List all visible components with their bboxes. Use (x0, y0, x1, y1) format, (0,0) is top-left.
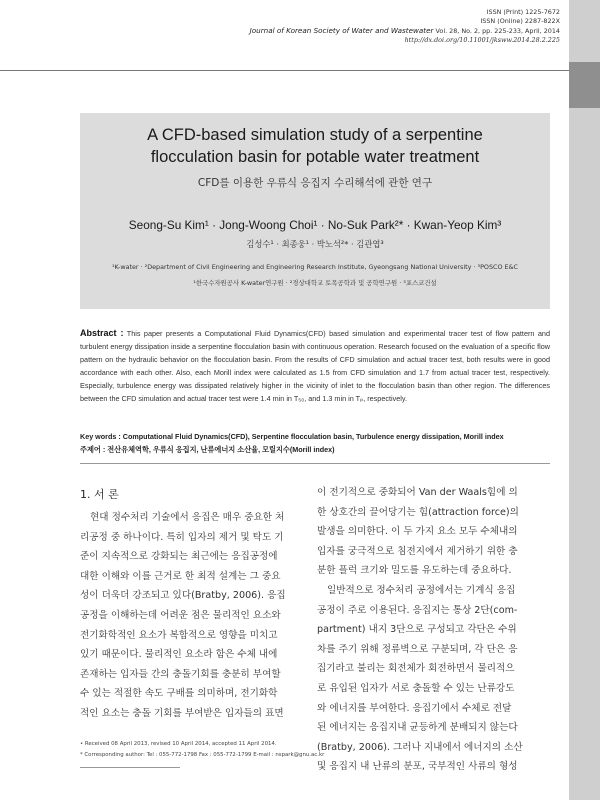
journal-header (250, 8, 560, 45)
keywords-divider (80, 463, 550, 464)
body-text-line: 공정이 주로 이용된다. 응집지는 통상 2단(com- (317, 604, 518, 616)
journal-name: Journal of Korean Society of Water and Wastewater (249, 26, 434, 35)
body-text-line: 발생을 의미한다. 이 두 가지 요소 모두 수체내의 (317, 526, 518, 538)
issn-print: ISSN (Print) 1225-7672 (486, 8, 560, 16)
header-divider (0, 70, 569, 71)
body-column-left (80, 508, 307, 724)
body-text-line: 수 있는 적절한 속도 구배를 의미하며, 전기화학 (80, 688, 278, 700)
body-text-line: (Bratby, 2006). 그러나 지내에서 에너지의 소산 (317, 741, 523, 753)
body-text-line: 로 유입된 입자가 서로 충돌할 수 있는 난류강도 (317, 682, 515, 694)
keywords-korean-label: 주제어 : (80, 445, 106, 454)
body-text-line: partment) 내지 3단으로 구성되고 각단은 수위 (317, 624, 517, 636)
body-text-line: 준이 지속적으로 강화되는 최근에는 응집공정에 (80, 551, 278, 563)
body-text-line: 이 전기적으로 중화되어 Van der Waals힘에 의 (317, 487, 518, 498)
footnote-received: • Received 08 April 2013, revised 10 April 2014, accepted 11 April 2014. (80, 741, 277, 747)
paper-title-line-2: flocculation basin for potable water treatment (150, 148, 480, 166)
keywords-label: Key words : (80, 432, 121, 441)
author-list-korean: 김성수¹ · 최종웅¹ · 박노석²* · 김관엽³ (246, 239, 384, 249)
paper-title (80, 124, 550, 168)
paper-title-line-1: A CFD-based simulation study of a serpentine (147, 126, 483, 144)
body-text-line: 입자를 궁극적으로 침전지에서 제거하기 위한 충 (317, 545, 518, 557)
paper-title-korean: CFD를 이용한 우류식 응집지 수리해석에 관한 연구 (197, 177, 433, 189)
body-text-line: 분한 플럭 크기와 밀도를 유도하는데 중요하다. (317, 565, 512, 577)
body-text-line: 존재하는 입자들 간의 충돌기회를 충분히 부여할 (80, 668, 281, 680)
body-text-line: 성이 더욱더 강조되고 있다(Bratby, 2006). 응집 (80, 590, 286, 602)
body-text-line: 및 응집지 내 난류의 분포, 국부적인 사류의 형성 (317, 761, 518, 773)
journal-issue: Vol. 28, No. 2, pp. 225-233, April, 2014 (435, 27, 560, 35)
issn-online: ISSN (Online) 2287-822X (480, 17, 560, 25)
body-text-line: 적인 요소는 충돌 기회를 부여받은 입자들의 표면 (80, 707, 284, 719)
page-side-band (569, 0, 600, 800)
body-text-line: 일반적으로 정수처리 공정에서는 기계식 응집 (327, 584, 516, 596)
body-text-line: 리공정 중 하나이다. 특히 입자의 제거 및 탁도 기 (80, 531, 284, 543)
body-text-line: 와 에너지를 부여한다. 응집기에서 수체로 전달 (317, 702, 512, 714)
page-side-tab (569, 62, 600, 108)
abstract-text: This paper presents a Computational Fluid Dynamics(CFD) based simulation and experimental tracer test of flow pattern and turbulent energy dissipation inside a serpentine flocculation basin with continuous operation. Research focused on the evaluation of a specific flow pattern on the hydraulic behavior on the flocculation basin. From the results of CFD simulation and actual tracer test, both results were in good accordance with each other. Also, each Morill index were calculated as 1.5 from CFD simulation and 1.7 from actual tracer test, respectively. Especially, turbulence energy was dissipated relatively higher in the vicinity of inlet to the flocculation basin than other region. The differences between the CFD simulation and actual tracer test were 1.4 min in T₅₀, and 1.3 min in Tₚ, respectively. (80, 329, 550, 403)
affiliations: ¹K-water · ²Department of Civil Engineering and Engineering Research Institute, Gyeongsang National University · ³POSCO E&C (111, 263, 519, 271)
keywords-korean-text: 전산유체역학, 우류식 응집지, 난류에너지 소산율, 모릴지수(Morill index) (107, 445, 335, 454)
section-heading: 1. 서 론 (80, 488, 119, 501)
doi-link[interactable]: http://dx.doi.org/10.11001/jksww.2014.28.2.225 (404, 36, 560, 44)
affiliations-korean: ¹한국수자원공사 K-water연구원 · ²경상대학교 토목공학과 및 공학연구원 · ³포스코건설 (193, 279, 437, 287)
abstract-label: Abstract : (80, 328, 124, 338)
body-text-line: 된 에너지는 응집지내 균등하게 분배되지 않는다 (317, 722, 518, 734)
body-text-line: 대한 이해와 이를 근거로 한 최적 설계는 그 중요 (80, 570, 281, 582)
footnote-divider (80, 767, 180, 768)
keywords (80, 430, 550, 456)
body-text-line: 차를 주기 위해 정류벽으로 구분되며, 각 단은 응 (317, 643, 518, 655)
body-text-line: 있기 때문이다. 물리적인 요소라 함은 수체 내에 (80, 649, 278, 661)
body-column-right (317, 483, 549, 777)
body-text-line: 현대 정수처리 기술에서 응집은 매우 중요한 처 (90, 512, 285, 523)
body-text-line: 한 상호간의 끌어당기는 힘(attraction force)의 (317, 506, 519, 518)
author-list: Seong-Su Kim¹ · Jong-Woong Choi¹ · No-Suk Park²* · Kwan-Yeop Kim³ (128, 218, 502, 232)
body-text-line: 공정을 이해하는데 어려운 점은 물리적인 요소와 (80, 609, 281, 621)
body-text-line: 집기라고 불리는 회전체가 회전하면서 물리적으 (317, 663, 515, 675)
footnote-corresponding: * Corresponding author: Tel : 055-772-1798 Fax : 055-772-1799 E-mail : nspark@gnu.ac.kr (80, 752, 325, 758)
keywords-text: Computational Fluid Dynamics(CFD), Serpentine flocculation basin, Turbulence energy dissipation, Morill index (122, 432, 504, 441)
body-text-line: 전기화학적인 요소가 복합적으로 영향을 미치고 (80, 629, 278, 641)
abstract (80, 327, 550, 405)
